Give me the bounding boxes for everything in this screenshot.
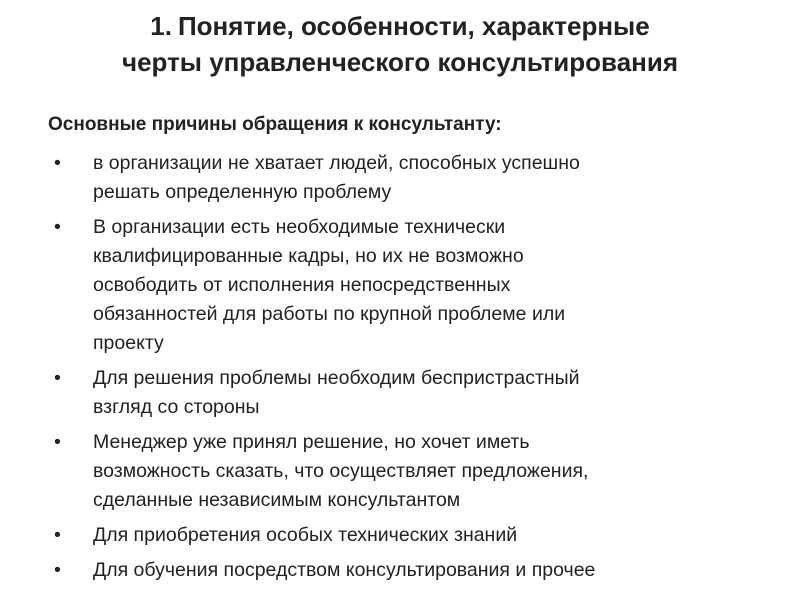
list-item-line: квалифицированные кадры, но их не возможно [93, 245, 524, 267]
list-item-line: Для решения проблемы необходим беспристрастный [93, 367, 580, 389]
bullet-icon: • [54, 152, 61, 174]
list-item-line: освободить от исполнения непосредственных [93, 274, 511, 296]
bullet-icon: • [54, 524, 61, 546]
slide-title-text-1: Понятие, особенности, характерные [177, 11, 650, 41]
list-item-line: проекту [93, 332, 164, 354]
list-item [0, 556, 800, 585]
bullet-icon: • [54, 559, 61, 581]
list-item-line: Для обучения посредством консультирования и прочее [93, 559, 596, 581]
list-item [0, 149, 800, 207]
list-heading: Основные причины обращения к консультанту: [48, 114, 502, 135]
list-item-line: решать определенную проблему [93, 181, 392, 203]
list-item-line: взгляд со стороны [93, 396, 260, 418]
list-item [0, 213, 800, 358]
reasons-list [0, 149, 800, 591]
list-item-line: Для приобретения особых технических знаний [93, 524, 518, 546]
slide-title [40, 8, 760, 80]
bullet-icon: • [54, 367, 61, 389]
slide-title-number: 1. [150, 11, 172, 41]
list-item [0, 428, 800, 515]
list-item-line: возможность сказать, что осуществляет предложения, [93, 460, 589, 482]
slide-title-line-1 [40, 8, 760, 44]
list-item [0, 364, 800, 422]
list-item-line: в организации не хватает людей, способных успешно [93, 152, 580, 174]
list-item-line: обязанностей для работы по крупной проблеме или [93, 303, 566, 325]
list-item-line: Менеджер уже принял решение, но хочет иметь [93, 431, 530, 453]
slide-title-line-2: черты управленческого консультирования [121, 47, 679, 77]
list-item [0, 521, 800, 550]
bullet-icon: • [54, 431, 61, 453]
list-item-line: сделанные независимым консультантом [93, 489, 461, 511]
bullet-icon: • [54, 216, 61, 238]
list-item-line: В организации есть необходимые технически [93, 216, 506, 238]
